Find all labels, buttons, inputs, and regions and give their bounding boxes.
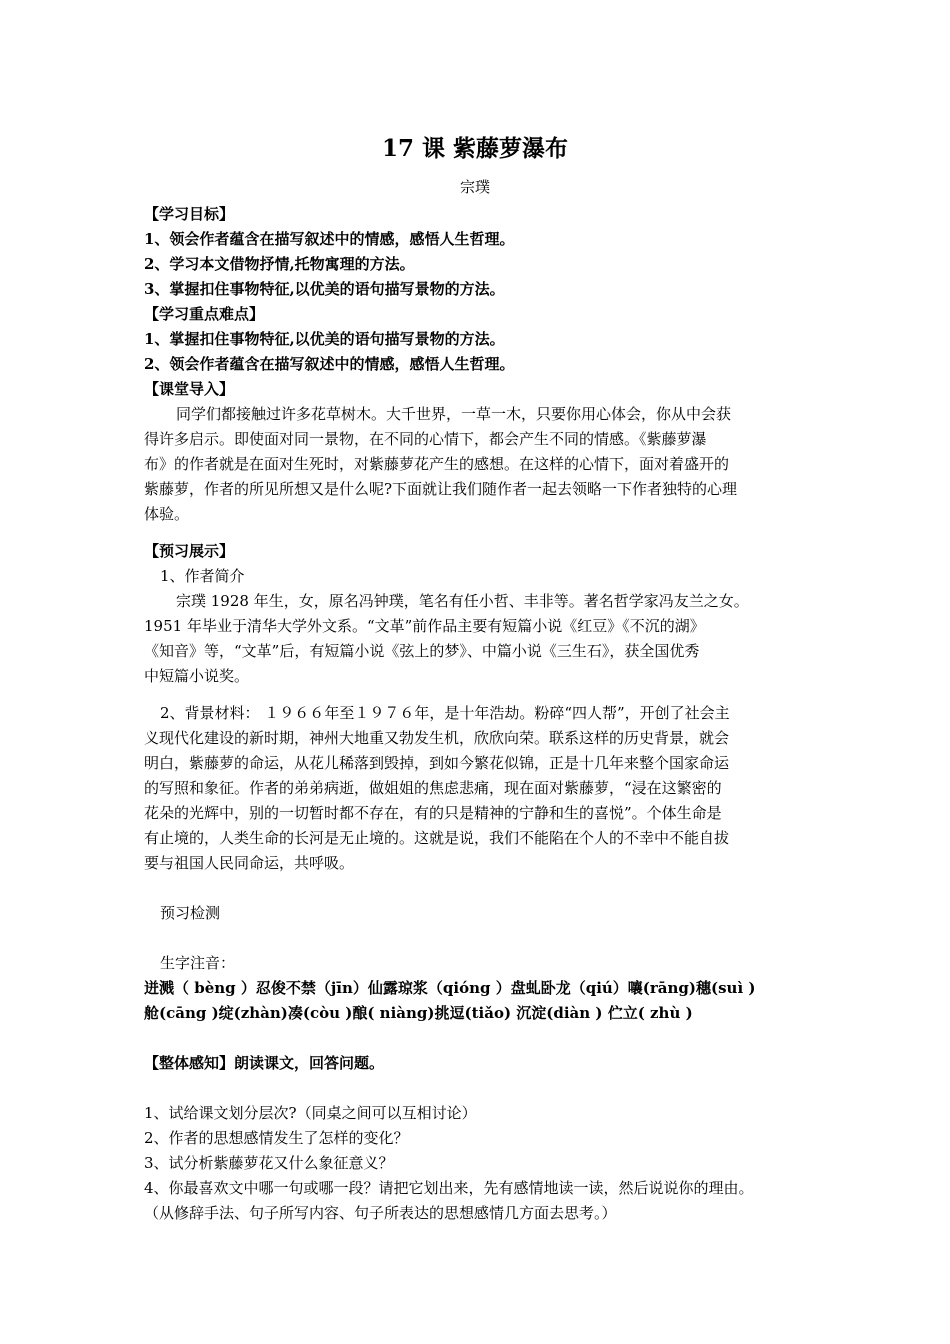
text-line: 舱(cāng )绽(zhàn)凑(còu )酿( niàng)挑逗(tiǎo) 沉淀(diàn ) 伫立( zhù ) [144, 1004, 693, 1022]
text-line: 有止境的，人类生命的长河是无止境的。这就是说，我们不能陷在个人的不幸中不能自拔 [144, 829, 730, 847]
text-line: 《知音》等，“文革”后，有短篇小说《弦上的梦》、中篇小说《三生石》，获全国优秀 [144, 642, 700, 660]
text-line: 2、作者的思想感情发生了怎样的变化？ [144, 1129, 409, 1147]
text-line: 2、领会作者蕴含在描写叙述中的情感，感悟人生哲理。 [144, 355, 515, 373]
text-line: 【学习重点难点】 [144, 305, 265, 323]
text-line: 1、领会作者蕴含在描写叙述中的情感，感悟人生哲理。 [144, 230, 515, 248]
text-line: 【整体感知】朗读课文，回答问题。 [144, 1054, 385, 1072]
text-line: 布》的作者就是在面对生死时，对紫藤萝花产生的感想。在这样的心情下，面对着盛开的 [144, 455, 730, 473]
text-line: 得许多启示。即使面对同一景物，在不同的心情下，都会产生不同的情感。《紫藤萝瀑 [144, 430, 707, 448]
text-line: 2、学习本文借物抒情,托物寓理的方法。 [144, 255, 415, 273]
text-line: 紫藤萝，作者的所见所想又是什么呢?下面就让我们随作者一起去领略一下作者独特的心理 [144, 480, 738, 498]
text-line: 中短篇小说奖。 [144, 667, 250, 685]
text-line: 1、试给课文划分层次?（同桌之间可以互相讨论） [144, 1104, 477, 1122]
text-line: 的写照和象征。作者的弟弟病逝，做姐姐的焦虑悲痛，现在面对紫藤萝，“浸在这繁密的 [144, 779, 722, 797]
lesson-title: 17 课 紫藤萝瀑布 [381, 135, 569, 162]
text-line: 宗璞 1928 年生，女，原名冯钟璞，笔名有任小哲、丰非等。著名哲学家冯友兰之女。 [176, 592, 749, 610]
text-line: 迸溅（ bèng ）忍俊不禁（jīn）仙露琼浆（qióng ）盘虬卧龙（qiú）嚷(rāng)穗(suì ) [144, 979, 756, 997]
text-line: 花朵的光辉中，别的一切暂时都不存在，有的只是精神的宁静和生的喜悦”。个体生命是 [144, 804, 722, 822]
text-line: 生字注音： [160, 954, 236, 972]
text-line: 1、作者简介 [160, 567, 245, 585]
text-line: 【学习目标】 [144, 205, 235, 223]
text-line: 【预习展示】 [144, 542, 235, 560]
text-line: 1、掌握扣住事物特征,以优美的语句描写景物的方法。 [144, 330, 505, 348]
text-line: 体验。 [144, 505, 190, 523]
text-line: 预习检测 [160, 904, 221, 922]
text-line: 义现代化建设的新时期，神州大地重又勃发生机，欣欣向荣。联系这样的历史背景，就会 [144, 729, 730, 747]
text-line: 要与祖国人民同命运，共呼吸。 [144, 854, 355, 872]
text-line: 2、背景材料： １９６６年至１９７６年，是十年浩劫。粉碎“四人帮”，开创了社会主 [160, 704, 730, 722]
text-line: 明白，紫藤萝的命运，从花儿稀落到毁掉，到如今繁花似锦，正是十几年来整个国家命运 [144, 754, 730, 772]
author-name: 宗璞 [459, 178, 490, 196]
text-line: 3、试分析紫藤萝花又什么象征意义？ [144, 1154, 394, 1172]
text-line: 1951 年毕业于清华大学外文系。“文革”前作品主要有短篇小说《红豆》《不沉的湖》 [144, 617, 705, 635]
text-line: （从修辞手法、句子所写内容、句子所表达的思想感情几方面去思考。） [144, 1204, 617, 1222]
text-line: 3、掌握扣住事物特征,以优美的语句描写景物的方法。 [144, 280, 505, 298]
text-line: 同学们都接触过许多花草树木。大千世界，一草一木，只要你用心体会，你从中会获 [176, 405, 732, 423]
text-line: 4、你最喜欢文中哪一句或哪一段？请把它划出来，先有感情地读一读，然后说说你的理由。 [144, 1179, 754, 1197]
text-line: 【课堂导入】 [144, 380, 235, 398]
